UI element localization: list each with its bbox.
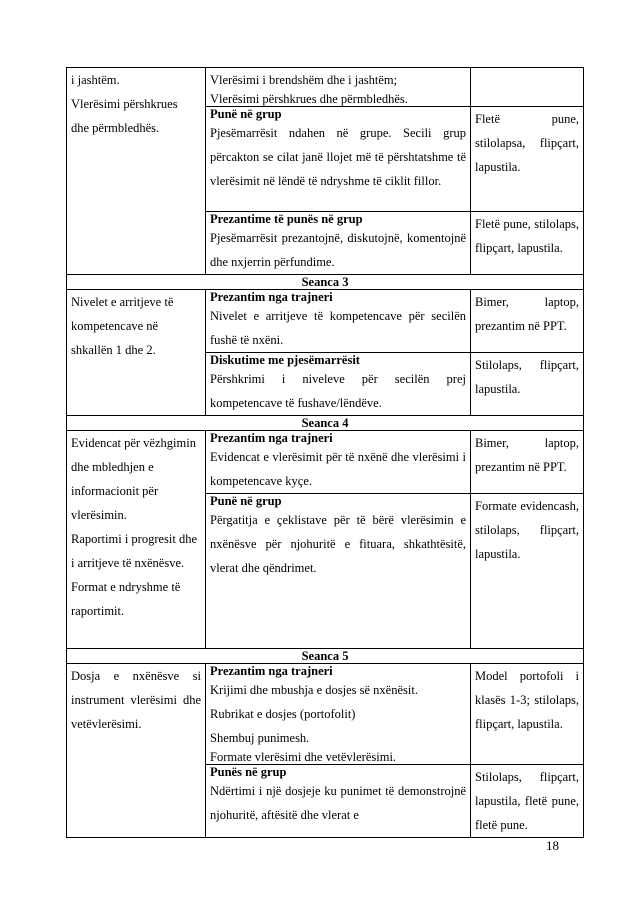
session-header: Seanca 4 [67, 416, 584, 431]
materials-text: Formate evidencash, stilolaps, flipçart, lapustila. [475, 499, 579, 561]
activity-text: Evidencat e vlerësimit për të nxënë dhe vlerësimi i kompetencave kyçe. [210, 450, 466, 488]
cell-line: dhe përmbledhës. [71, 121, 160, 135]
materials-text: Fletë pune, stilolapsa, flipçart, lapustila. [475, 112, 579, 174]
training-plan-table [66, 67, 584, 838]
cell-line: Krijimi dhe mbushja e dosjes së nxënësit. [210, 683, 418, 697]
materials-text: Stilolaps, flipçart, lapustila, fletë pune, fletë pune. [475, 770, 579, 832]
objective-cell [67, 431, 206, 649]
cell-line: Format e ndryshme të raportimit. [71, 580, 181, 618]
activity-cell [206, 494, 471, 649]
activity-title: Punës në grup [210, 765, 287, 779]
materials-text: Model portofoli i klasës 1-3; stilolaps, flipçart, lapustila. [475, 669, 579, 731]
activity-cell [206, 431, 471, 494]
cell-line: Shembuj punimesh. [210, 731, 310, 745]
activity-text: Pjesëmarrësit prezantojnë, diskutojnë, komentojnë dhe nxjerrin përfundime. [210, 231, 466, 269]
activity-cell [206, 68, 471, 107]
materials-text: Stilolaps, flipçart, lapustila. [475, 358, 579, 396]
session-header: Seanca 3 [67, 275, 584, 290]
materials-cell [471, 765, 584, 838]
cell-line: Vlerësimi përshkrues dhe përmbledhës. [210, 92, 408, 106]
activity-title: Prezantim nga trajneri [210, 431, 333, 445]
activity-cell [206, 107, 471, 212]
activity-text: Përshkrimi i niveleve për secilën prej kompetencave të fushave/lëndëve. [210, 372, 466, 410]
materials-cell [471, 212, 584, 275]
objective-cell [67, 68, 206, 275]
activity-text: Nivelet e arritjeve të kompetencave për secilën fushë të nxëni. [210, 309, 466, 347]
activity-title: Prezantim nga trajneri [210, 664, 333, 678]
table-row [67, 290, 584, 353]
activity-text: Përgatitja e çeklistave për të bërë vlerësimin e nxënësve për njohuritë e fituara, shkathtësitë, vlerat dhe qëndrimet. [210, 513, 466, 575]
cell-line: Rubrikat e dosjes (portofolit) [210, 707, 356, 721]
activity-cell [206, 212, 471, 275]
activity-cell [206, 353, 471, 416]
activity-cell [206, 664, 471, 765]
materials-cell [471, 353, 584, 416]
activity-text: Pjesëmarrësit ndahen në grupe. Secili grup përcakton se cilat janë llojet më të përshtatshme të vlerësimit në lëndë të ndryshme të ciklit fillor. [210, 126, 466, 188]
materials-cell [471, 290, 584, 353]
cell-line: i jashtëm. [71, 73, 120, 87]
objective-text: Dosja e nxënësve si instrument vlerësimi dhe vetëvlerësimi. [71, 669, 201, 731]
materials-cell [471, 664, 584, 765]
activity-title: Diskutime me pjesëmarrësit [210, 353, 360, 367]
table-row [67, 68, 584, 107]
materials-cell [471, 431, 584, 494]
materials-text: Fletë pune, stilolaps, flipçart, lapustila. [475, 217, 579, 255]
activity-title: Punë në grup [210, 107, 282, 121]
table-row [67, 664, 584, 765]
table-row [67, 431, 584, 494]
materials-text: Bimer, laptop, prezantim në PPT. [475, 295, 579, 333]
session-header: Seanca 5 [67, 649, 584, 664]
activity-title: Prezantim nga trajneri [210, 290, 333, 304]
activity-text: Ndërtimi i një dosjeje ku punimet të demonstrojnë njohuritë, aftësitë dhe vlerat e [210, 784, 466, 822]
activity-title: Prezantime të punës në grup [210, 212, 363, 226]
materials-cell [471, 68, 584, 107]
page-number: 18 [546, 838, 559, 853]
cell-line: Vlerësimi i brendshëm dhe i jashtëm; [210, 73, 398, 87]
materials-cell [471, 107, 584, 212]
activity-cell [206, 765, 471, 838]
objective-cell: Nivelet e arritjeve të kompetencave në shkallën 1 dhe 2. [67, 290, 206, 416]
materials-cell [471, 494, 584, 649]
cell-line: Formate vlerësimi dhe vetëvlerësimi. [210, 750, 397, 764]
objective-cell [67, 664, 206, 838]
cell-line: Raportimi i progresit dhe i arritjeve të nxënësve. [71, 532, 198, 570]
cell-line: Vlerësimi përshkrues [71, 97, 178, 111]
activity-title: Punë në grup [210, 494, 282, 508]
cell-line: Evidencat për vëzhgimin dhe mbledhjen e informacionit për vlerësimin. [71, 436, 196, 522]
materials-text: Bimer, laptop, prezantim në PPT. [475, 436, 579, 474]
activity-cell [206, 290, 471, 353]
